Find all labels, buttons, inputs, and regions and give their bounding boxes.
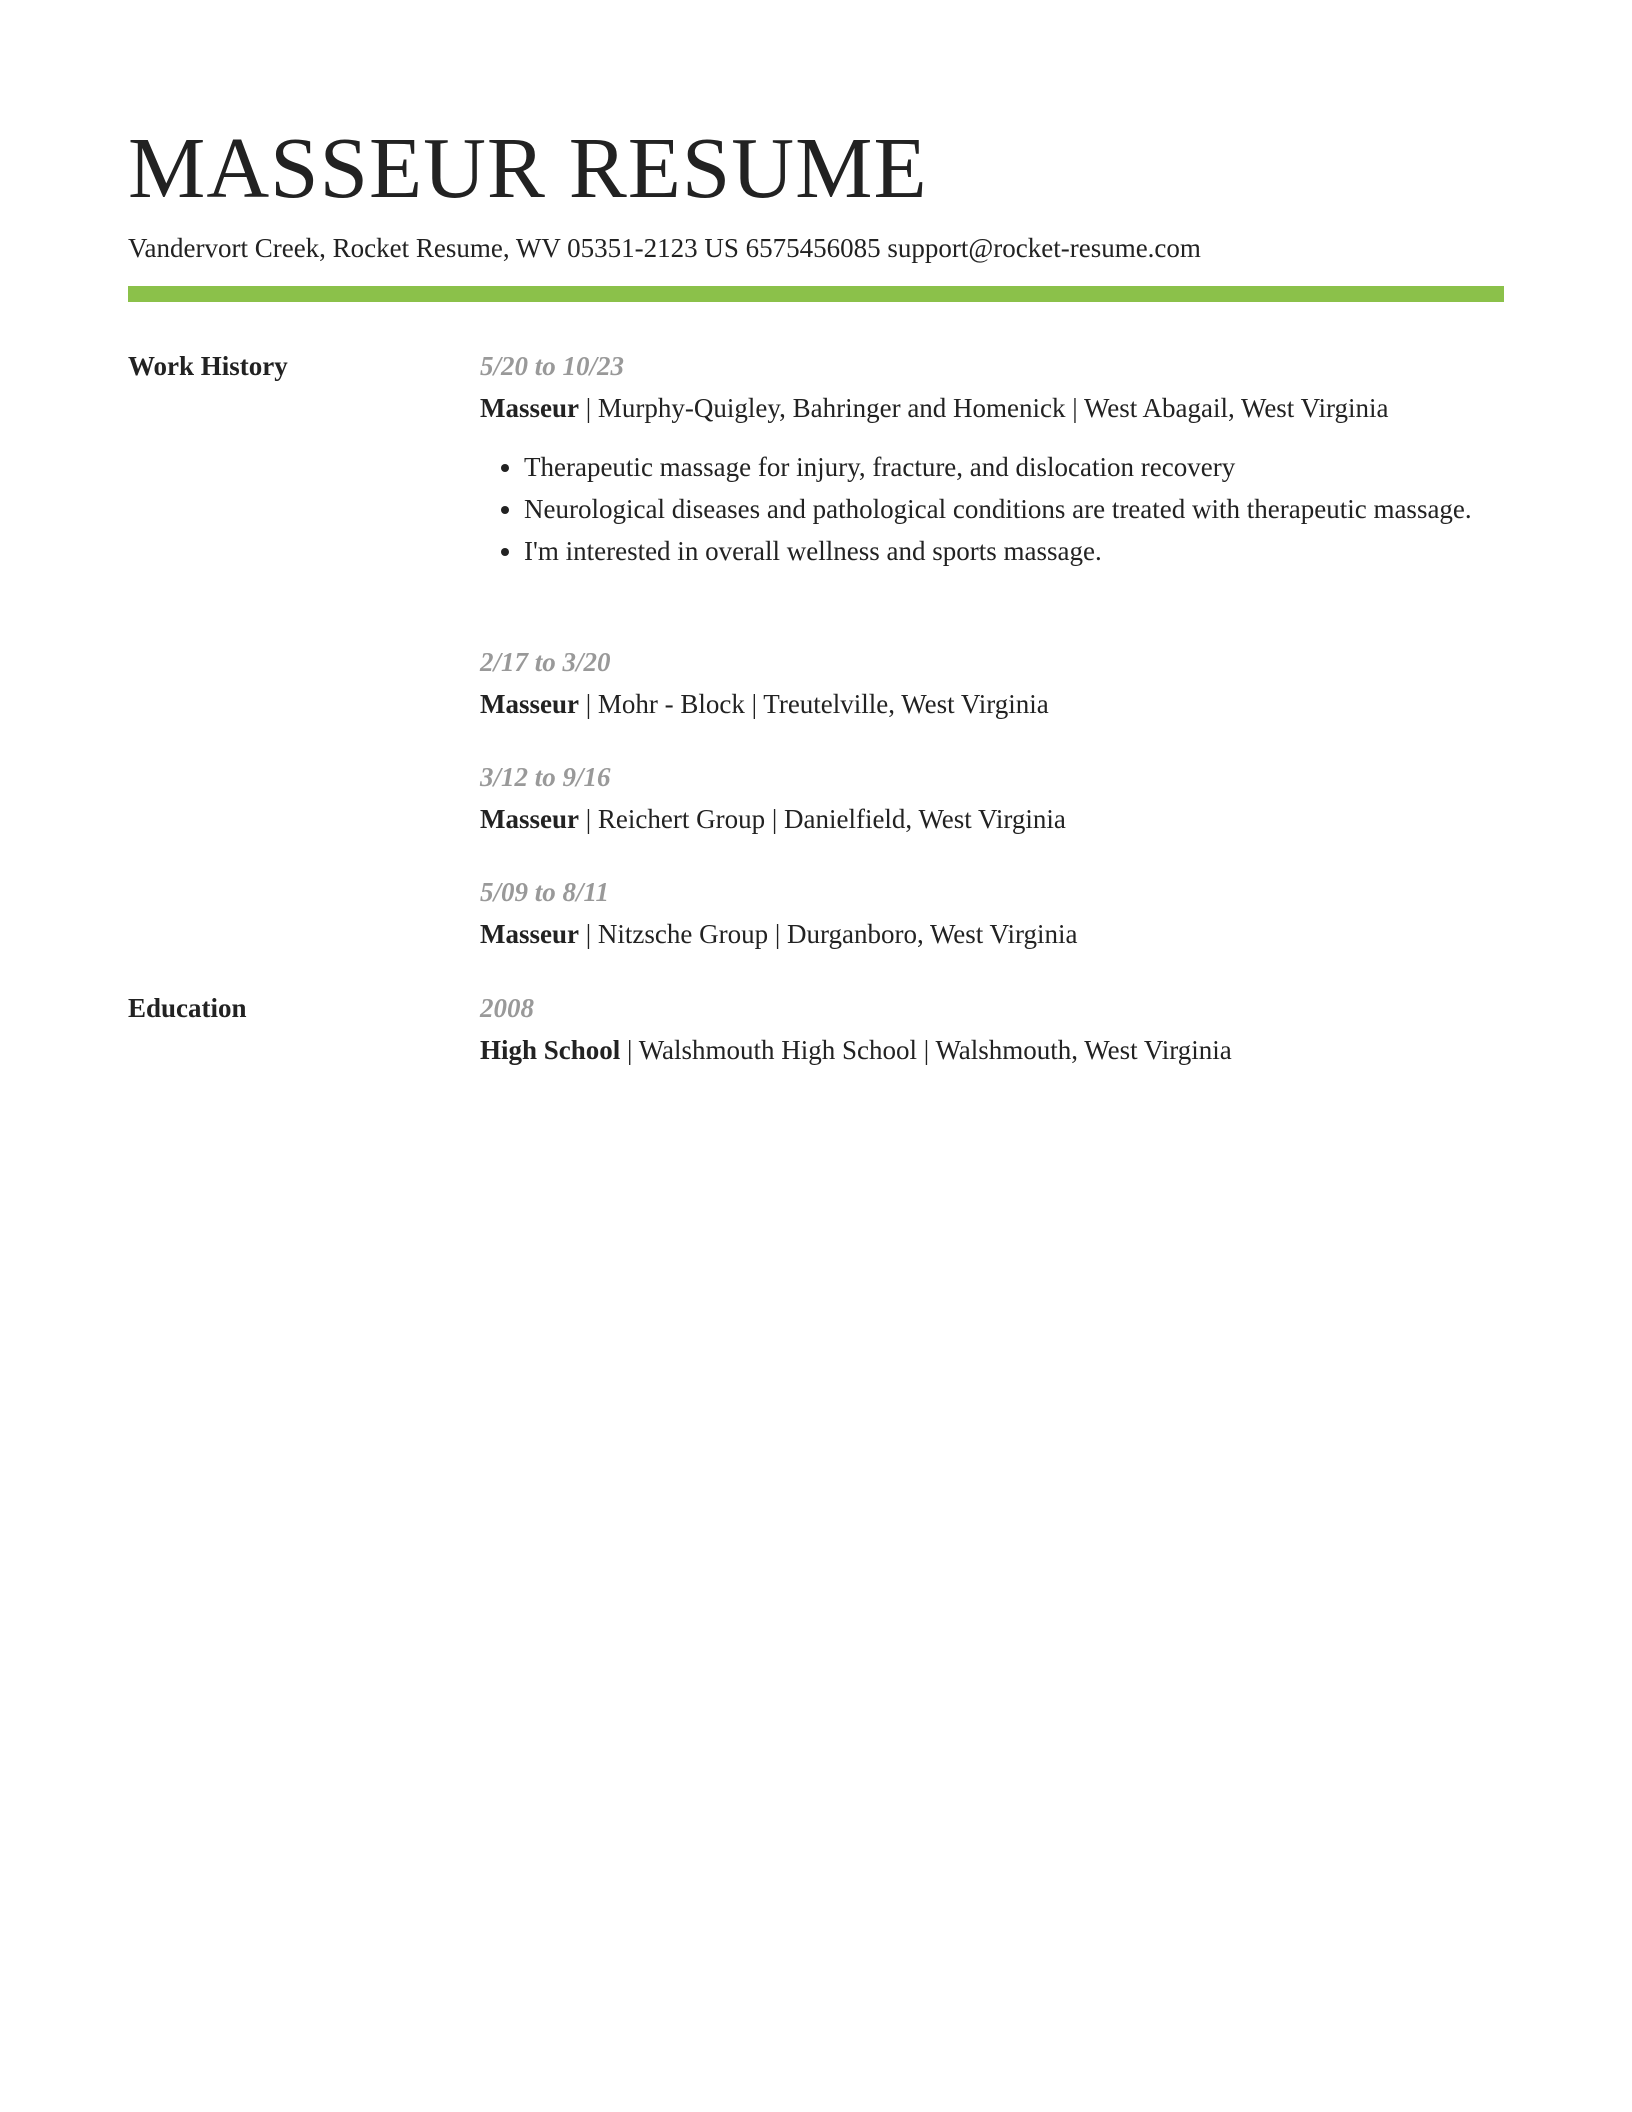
contact-line: Vandervort Creek, Rocket Resume, WV 05351-2123 US 6575456085 support@rocket-resume.com	[128, 233, 1201, 263]
work-entry	[480, 874, 1504, 952]
resume-title: MASSEUR RESUME	[128, 119, 928, 216]
entry-role: Masseur	[480, 689, 579, 719]
entry-line	[480, 801, 1504, 837]
education-entry	[480, 990, 1504, 1068]
entry-details: | Reichert Group | Danielfield, West Virginia	[578, 804, 1066, 834]
work-entry	[480, 644, 1504, 722]
bullet-item: • I'm interested in overall wellness and sports massage.	[524, 530, 1504, 572]
entry-dates: 5/20 to 10/23	[480, 351, 625, 381]
entry-dates: 3/12 to 9/16	[480, 762, 611, 792]
section-label-education: Education	[128, 993, 247, 1023]
entry-details: | Nitzsche Group | Durganboro, West Virginia	[578, 919, 1078, 949]
entry-dates: 2008	[480, 993, 534, 1023]
entry-line	[480, 1032, 1504, 1068]
entry-role: Masseur	[480, 919, 579, 949]
accent-divider	[128, 286, 1504, 302]
work-entry	[480, 759, 1504, 837]
work-entry	[480, 348, 1504, 572]
entry-details: | Walshmouth High School | Walshmouth, West Virginia	[620, 1035, 1232, 1065]
entry-details: | Mohr - Block | Treutelville, West Virginia	[578, 689, 1049, 719]
entry-role: Masseur	[480, 393, 579, 423]
entry-line	[480, 390, 1504, 426]
entry-line	[480, 686, 1504, 722]
entry-line	[480, 916, 1504, 952]
entry-role: Masseur	[480, 804, 579, 834]
entry-role: High School	[480, 1035, 621, 1065]
bullet-item: • Therapeutic massage for injury, fracture, and dislocation recovery	[524, 446, 1504, 488]
bullet-item: • Neurological diseases and pathological conditions are treated with therapeutic massage.	[524, 488, 1504, 530]
entry-dates: 2/17 to 3/20	[480, 647, 611, 677]
entry-dates: 5/09 to 8/11	[480, 877, 610, 907]
entry-details: | Murphy-Quigley, Bahringer and Homenick | West Abagail, West Virginia	[578, 393, 1389, 423]
entry-bullets	[480, 446, 1504, 572]
section-label-work-history: Work History	[128, 351, 288, 381]
